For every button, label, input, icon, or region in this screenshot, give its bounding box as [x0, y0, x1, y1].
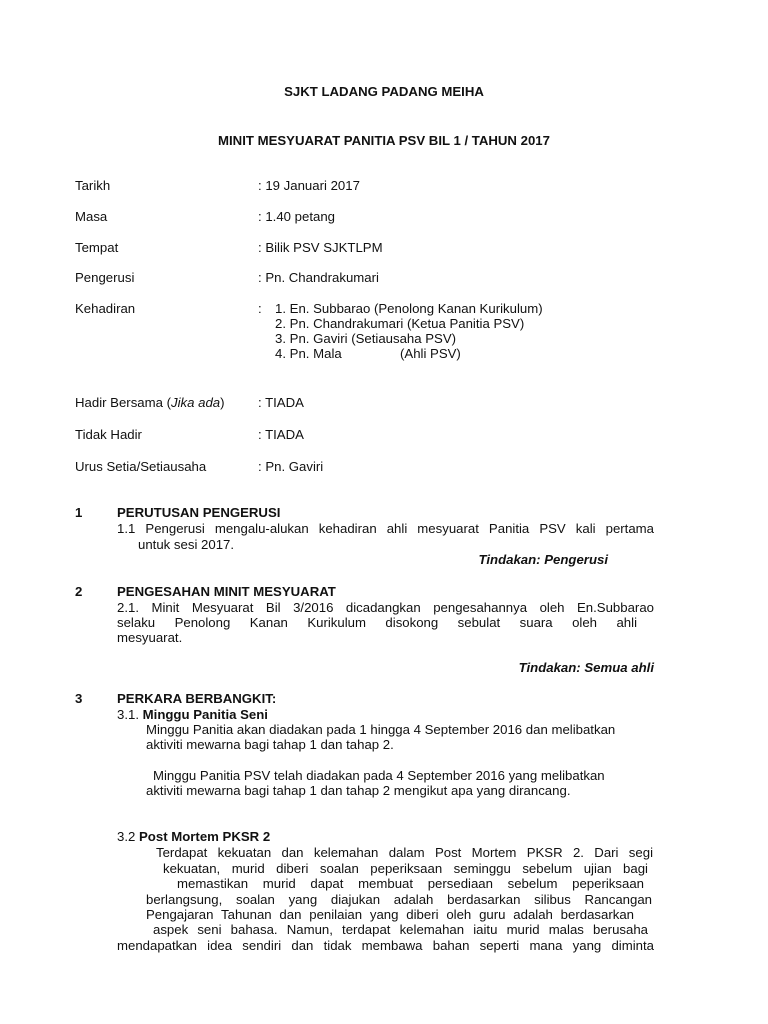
tarikh-label: Tarikh	[75, 178, 111, 193]
subsection-3-1-heading: 3.1. Minggu Panitia Seni	[117, 707, 268, 722]
masa-label: Masa	[75, 209, 108, 224]
subsection-3-2-heading: 3.2 Post Mortem PKSR 2	[117, 829, 271, 844]
urus-setia-label: Urus Setia/Setiausaha	[75, 459, 207, 474]
subsection-3-1-para1-line2: aktiviti mewarna bagi tahap 1 dan tahap 2.	[146, 737, 394, 752]
pengerusi-label: Pengerusi	[75, 270, 135, 285]
pengerusi-value: : Pn. Chandrakumari	[258, 270, 379, 285]
subsection-3-1-para1-line1: Minggu Panitia akan diadakan pada 1 hingga 4 September 2016 dan melibatkan	[146, 722, 616, 737]
subsection-3-2-line7: mendapatkan idea sendiri dan tidak membawa bahan seperti mana yang diminta	[117, 938, 654, 953]
subsection-3-2-line2: kekuatan, murid diberi soalan peperiksaan seminggu sebelum ujian bagi	[163, 861, 648, 876]
document-title: MINIT MESYUARAT PANITIA PSV BIL 1 / TAHUN 2017	[218, 133, 550, 148]
subsection-3-2-line4: berlangsung, soalan yang diajukan adalah berdasarkan silibus Rancangan	[146, 892, 652, 907]
section-1-text-line2: untuk sesi 2017.	[138, 537, 235, 552]
section-3-heading: PERKARA BERBANGKIT:	[117, 691, 277, 706]
section-2-heading: PENGESAHAN MINIT MESYUARAT	[117, 584, 336, 599]
tidak-hadir-label: Tidak Hadir	[75, 427, 142, 442]
section-1-action: Tindakan: Pengerusi	[478, 552, 608, 567]
attendee-2: 2. Pn. Chandrakumari (Ketua Panitia PSV)	[275, 316, 525, 331]
tidak-hadir-value: : TIADA	[258, 427, 304, 442]
kehadiran-label: Kehadiran	[75, 301, 136, 316]
tarikh-value: : 19 Januari 2017	[258, 178, 360, 193]
section-2-text-line2: selaku Penolong Kanan Kurikulum disokong sebulat suara oleh ahli	[117, 615, 637, 630]
subsection-3-1-para2-line1: Minggu Panitia PSV telah diadakan pada 4 September 2016 yang melibatkan	[153, 768, 605, 783]
section-1-number: 1	[75, 505, 83, 520]
attendee-3: 3. Pn. Gaviri (Setiausaha PSV)	[275, 331, 457, 346]
section-1-text-line1: 1.1 Pengerusi mengalu-alukan kehadiran ahli mesyuarat Panitia PSV kali pertama	[117, 521, 654, 536]
attendee-1: 1. En. Subbarao (Penolong Kanan Kurikulum)	[275, 301, 543, 316]
subsection-3-2-line1: Terdapat kekuatan dan kelemahan dalam Post Mortem PKSR 2. Dari segi	[156, 845, 653, 860]
tempat-label: Tempat	[75, 240, 119, 255]
section-3-number: 3	[75, 691, 83, 706]
section-2-action: Tindakan: Semua ahli	[518, 660, 654, 675]
attendee-4: 4. Pn. Mala	[275, 346, 342, 361]
section-2-number: 2	[75, 584, 83, 599]
subsection-3-2-line5: Pengajaran Tahunan dan penilaian yang diberi oleh guru adalah berdasarkan	[146, 907, 634, 922]
hadir-bersama-value: : TIADA	[258, 395, 304, 410]
kehadiran-colon: :	[258, 301, 262, 316]
subsection-3-2-line6: aspek seni bahasa. Namun, terdapat kelemahan iaitu murid malas berusaha	[153, 922, 648, 937]
attendee-4-role: (Ahli PSV)	[400, 346, 461, 361]
tempat-value: : Bilik PSV SJKTLPM	[258, 240, 383, 255]
section-2-text-line3: mesyuarat.	[117, 630, 183, 645]
hadir-bersama-label: Hadir Bersama (Jika ada)	[75, 395, 225, 410]
section-2-text-line1: 2.1. Minit Mesyuarat Bil 3/2016 dicadangkan pengesahannya oleh En.Subbarao	[117, 600, 654, 615]
section-1-heading: PERUTUSAN PENGERUSI	[117, 505, 281, 520]
subsection-3-1-para2-line2: aktiviti mewarna bagi tahap 1 dan tahap 2 mengikut apa yang dirancang.	[146, 783, 571, 798]
school-name: SJKT LADANG PADANG MEIHA	[284, 84, 484, 99]
masa-value: : 1.40 petang	[258, 209, 335, 224]
subsection-3-2-line3: memastikan murid dapat membuat persediaan sebelum peperiksaan	[177, 876, 644, 891]
urus-setia-value: : Pn. Gaviri	[258, 459, 324, 474]
